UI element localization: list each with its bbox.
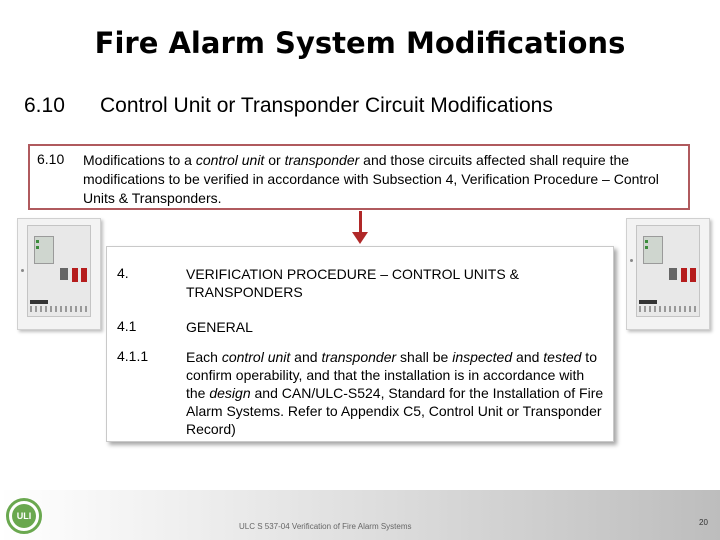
clause-subheading xyxy=(186,318,606,336)
spec-box xyxy=(28,144,690,210)
italic-term: transponder xyxy=(284,152,360,168)
italic-term: transponder xyxy=(321,349,397,365)
section-number: 6.10 xyxy=(24,94,65,117)
down-arrow-shaft xyxy=(359,211,362,234)
verification-procedure-box xyxy=(106,246,614,442)
text-run: and xyxy=(512,349,544,365)
text-run: VERIFICATION PROCEDURE – CONTROL UNITS & TRANSPONDERS xyxy=(186,266,519,300)
italic-term: control unit xyxy=(221,349,291,365)
text-run: and CAN/ULC-S524, Standard for the Installation of Fire Alarm Systems. Refer to Appendix C5, Control Unit or Transponder Record) xyxy=(186,385,604,437)
spec-number: 6.10 xyxy=(37,151,65,167)
uli-logo xyxy=(6,498,42,534)
text-run: Each xyxy=(186,349,222,365)
control-panel-image-left xyxy=(17,218,101,330)
italic-term: design xyxy=(209,385,251,401)
italic-term: control unit xyxy=(195,152,265,168)
text-run: and those circuits affected shall require the modifications to be verified in accordance with Subsection 4, Verification Procedure – Control Units & Transponders. xyxy=(83,152,659,206)
footer-bar xyxy=(0,490,720,540)
spec-text xyxy=(83,151,683,208)
footer-text: ULC S 537-04 Verification of Fire Alarm Systems xyxy=(239,522,412,531)
clause-number: 4. xyxy=(117,265,129,281)
text-run: and xyxy=(290,349,322,365)
text-run: Modifications to a xyxy=(83,152,196,168)
text-run: GENERAL xyxy=(186,319,253,335)
clause-body xyxy=(186,348,606,438)
text-run: to confirm operability, and that the installation is in accordance with the xyxy=(186,349,597,401)
control-panel-image-right xyxy=(626,218,710,330)
clause-heading xyxy=(186,265,606,301)
clause-number: 4.1 xyxy=(117,318,137,334)
italic-term: inspected xyxy=(452,349,513,365)
page-number: 20 xyxy=(699,518,708,527)
slide-title: Fire Alarm System Modifications xyxy=(94,26,626,60)
text-run: or xyxy=(264,152,285,168)
clause-number: 4.1.1 xyxy=(117,348,149,364)
down-arrow-icon xyxy=(352,232,368,244)
section-title: Control Unit or Transponder Circuit Modifications xyxy=(100,94,553,117)
text-run: shall be xyxy=(396,349,453,365)
italic-term: tested xyxy=(543,349,582,365)
logo-text: ULI xyxy=(12,504,36,528)
